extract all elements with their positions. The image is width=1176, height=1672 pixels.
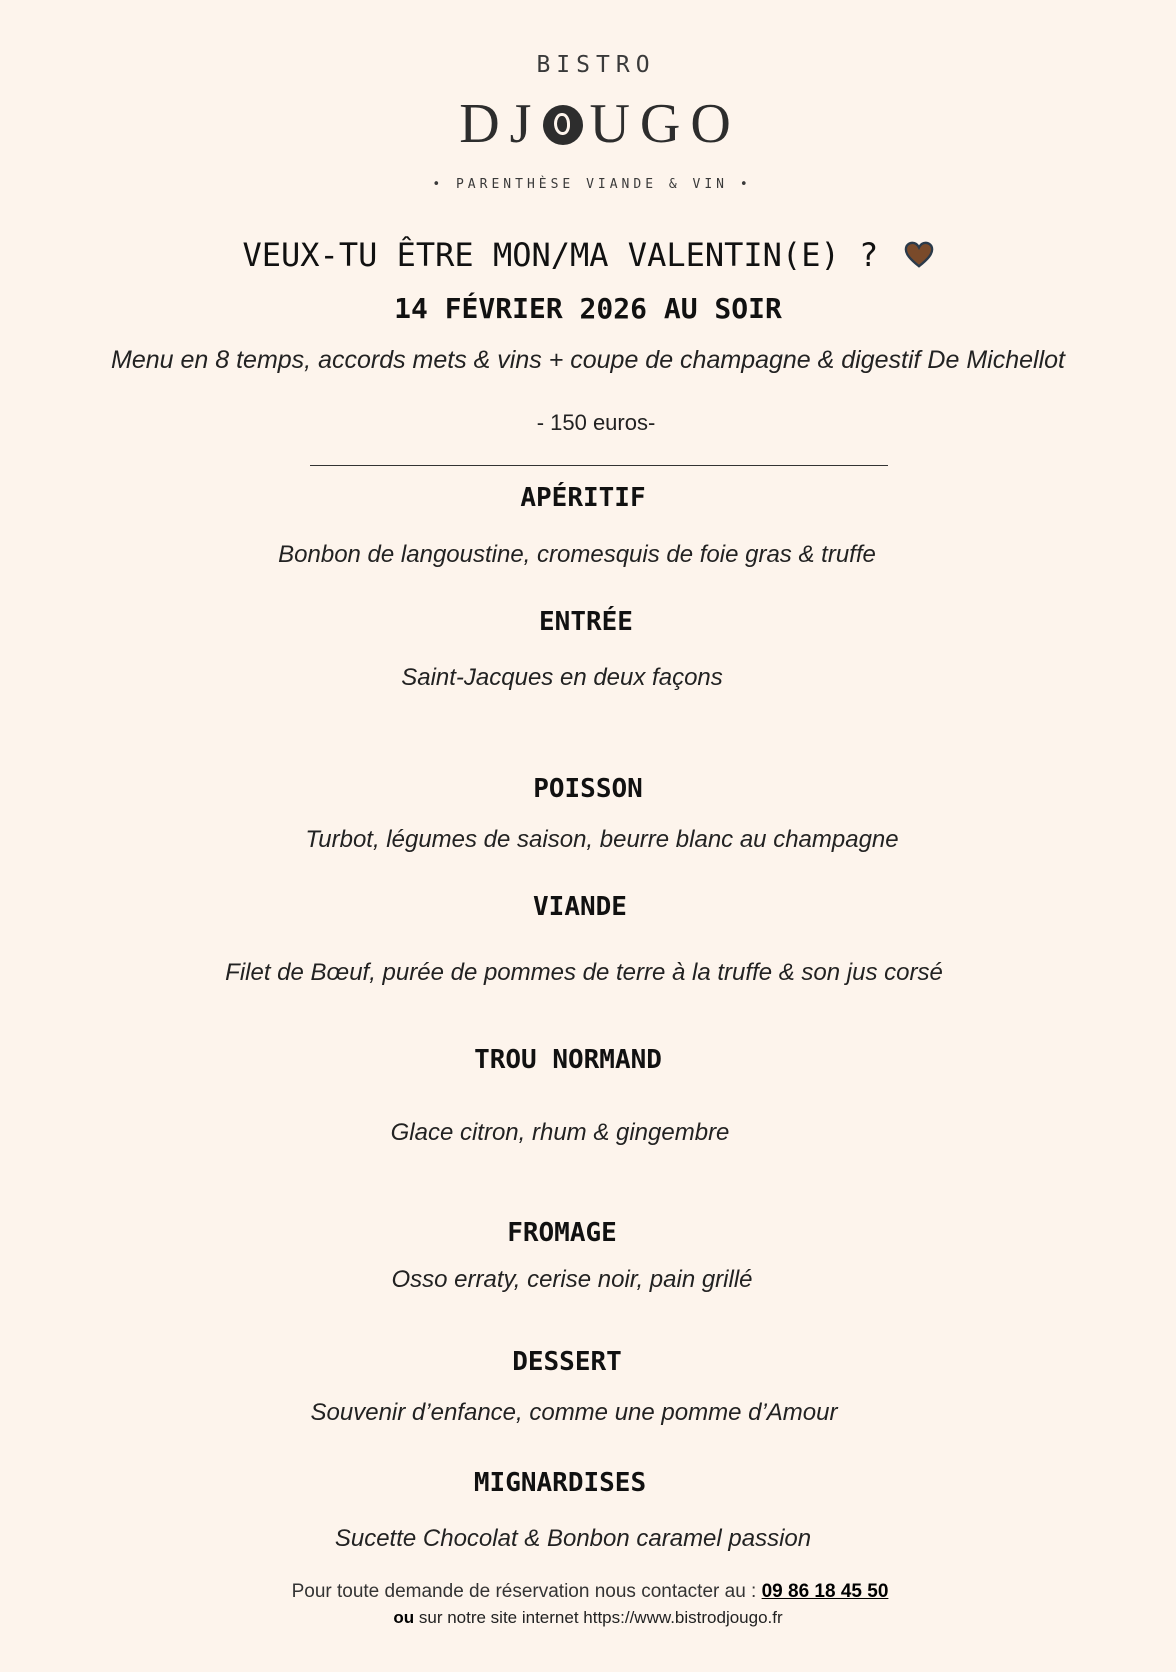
brand-logo bbox=[12, 92, 1176, 156]
dish-fromage: Osso erraty, cerise noir, pain grillé bbox=[391, 1266, 753, 1293]
section-title-aperitif: APÉRITIF bbox=[520, 483, 646, 513]
menu-intro: Menu en 8 temps, accords mets & vins + coupe de champagne & digestif De Michellot bbox=[111, 346, 1065, 374]
dish-aperitif: Bonbon de langoustine, cromesquis de foie gras & truffe bbox=[278, 541, 876, 568]
footer-or: ou bbox=[393, 1608, 415, 1627]
heart-icon bbox=[904, 240, 934, 270]
menu-price: - 150 euros- bbox=[536, 410, 656, 435]
section-title-dessert: DESSERT bbox=[512, 1347, 622, 1377]
brand-tagline: • PARENTHÈSE VIANDE & VIN • bbox=[432, 177, 752, 192]
section-title-viande: VIANDE bbox=[533, 892, 627, 922]
divider bbox=[310, 465, 888, 466]
headline bbox=[0, 236, 1176, 274]
logo-mark-icon bbox=[543, 105, 583, 145]
section-title-trou-normand: TROU NORMAND bbox=[474, 1045, 662, 1075]
brand-name-part-1: DJ bbox=[459, 93, 542, 155]
dish-entree: Saint-Jacques en deux façons bbox=[401, 664, 723, 691]
footer-contact bbox=[2, 1581, 1176, 1603]
headline-text: VEUX-TU ÊTRE MON/MA VALENTIN(E) ? bbox=[242, 236, 879, 274]
section-title-fromage: FROMAGE bbox=[507, 1218, 617, 1248]
section-title-mignardises: MIGNARDISES bbox=[473, 1468, 647, 1498]
section-title-entree: ENTRÉE bbox=[539, 607, 633, 637]
dish-trou-normand: Glace citron, rhum & gingembre bbox=[390, 1119, 730, 1146]
footer-website bbox=[0, 1608, 1176, 1628]
dish-dessert: Souvenir d’enfance, comme une pomme d’Amour bbox=[310, 1399, 838, 1426]
brand-top-word: BISTRO bbox=[536, 52, 656, 78]
brand-name-part-2: UGO bbox=[589, 93, 741, 155]
website-text[interactable]: sur notre site internet https://www.bistrodjougo.fr bbox=[418, 1608, 783, 1627]
dish-viande: Filet de Bœuf, purée de pommes de terre à la truffe & son jus corsé bbox=[225, 959, 943, 986]
dish-mignardises: Sucette Chocolat & Bonbon caramel passion bbox=[334, 1525, 812, 1552]
phone-number[interactable]: 09 86 18 45 50 bbox=[761, 1581, 889, 1602]
dish-poisson: Turbot, légumes de saison, beurre blanc au champagne bbox=[305, 826, 899, 853]
footer-contact-text: Pour toute demande de réservation nous contacter au : bbox=[291, 1581, 757, 1602]
event-date: 14 FÉVRIER 2026 AU SOIR bbox=[394, 292, 782, 325]
section-title-poisson: POISSON bbox=[533, 774, 643, 804]
